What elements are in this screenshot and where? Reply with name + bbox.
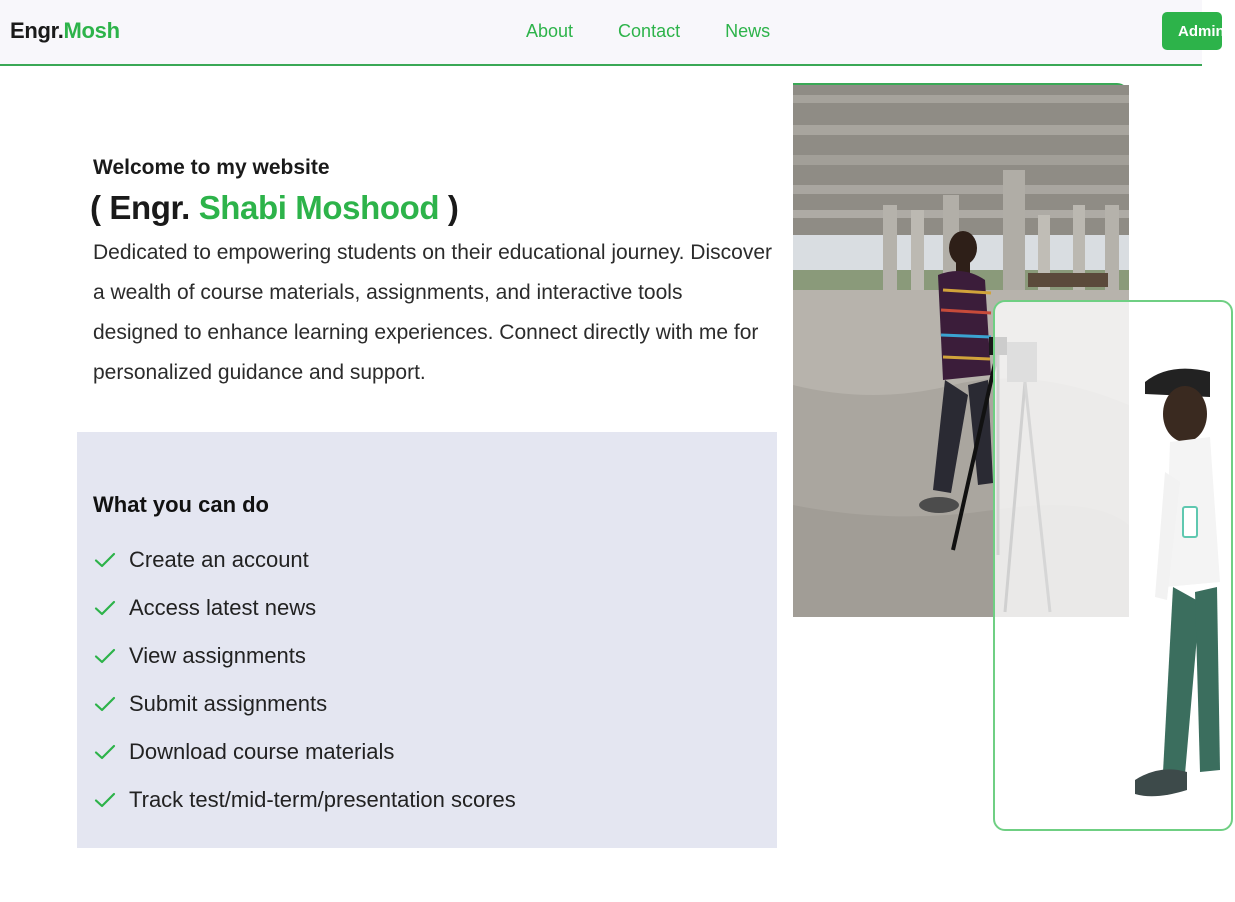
main-nav bbox=[526, 21, 770, 42]
feature-item bbox=[93, 728, 516, 776]
nav-link-about[interactable]: About bbox=[526, 21, 574, 41]
feature-label: View assignments bbox=[129, 643, 306, 668]
nav-link-news[interactable]: News bbox=[725, 21, 771, 41]
feature-label: Download course materials bbox=[129, 739, 395, 764]
check-icon bbox=[93, 788, 117, 812]
feature-item bbox=[93, 536, 516, 584]
check-icon bbox=[93, 644, 117, 668]
features-list bbox=[93, 536, 516, 824]
logo-part-mosh: Mosh bbox=[63, 18, 120, 43]
features-title: What you can do bbox=[93, 492, 269, 517]
site-logo[interactable] bbox=[10, 18, 120, 44]
feature-label: Track test/mid-term/presentation scores bbox=[129, 787, 516, 812]
site-header bbox=[0, 0, 1225, 66]
name-open-paren: ( bbox=[90, 189, 101, 226]
check-icon bbox=[93, 548, 117, 572]
name-close-paren: ) bbox=[447, 189, 459, 226]
feature-label: Create an account bbox=[129, 547, 309, 572]
check-icon bbox=[93, 596, 117, 620]
feature-item bbox=[93, 776, 516, 824]
logo-part-engr: Engr. bbox=[10, 18, 64, 43]
feature-item bbox=[93, 680, 516, 728]
feature-label: Access latest news bbox=[129, 595, 317, 620]
engineer-standing-photo bbox=[993, 300, 1233, 831]
owner-name-heading bbox=[90, 189, 459, 227]
admin-button[interactable]: Admin bbox=[1162, 12, 1222, 50]
feature-item bbox=[93, 584, 516, 632]
features-panel bbox=[77, 432, 777, 848]
engineer-standing-illustration bbox=[995, 302, 1235, 833]
name-title: Engr. bbox=[109, 189, 190, 226]
feature-label: Submit assignments bbox=[129, 691, 328, 716]
check-icon bbox=[93, 692, 117, 716]
feature-item bbox=[93, 632, 516, 680]
check-icon bbox=[93, 740, 117, 764]
intro-description: Dedicated to empowering students on their educational journey. Discover a wealth of course materials, assignments, and interactive tools designed to enhance learning experiences. Connect directly with me for personalized guidance and support. bbox=[93, 241, 772, 384]
welcome-heading: Welcome to my website bbox=[93, 156, 330, 179]
nav-link-contact[interactable]: Contact bbox=[618, 21, 681, 41]
owner-name: Shabi Moshood bbox=[198, 189, 440, 226]
